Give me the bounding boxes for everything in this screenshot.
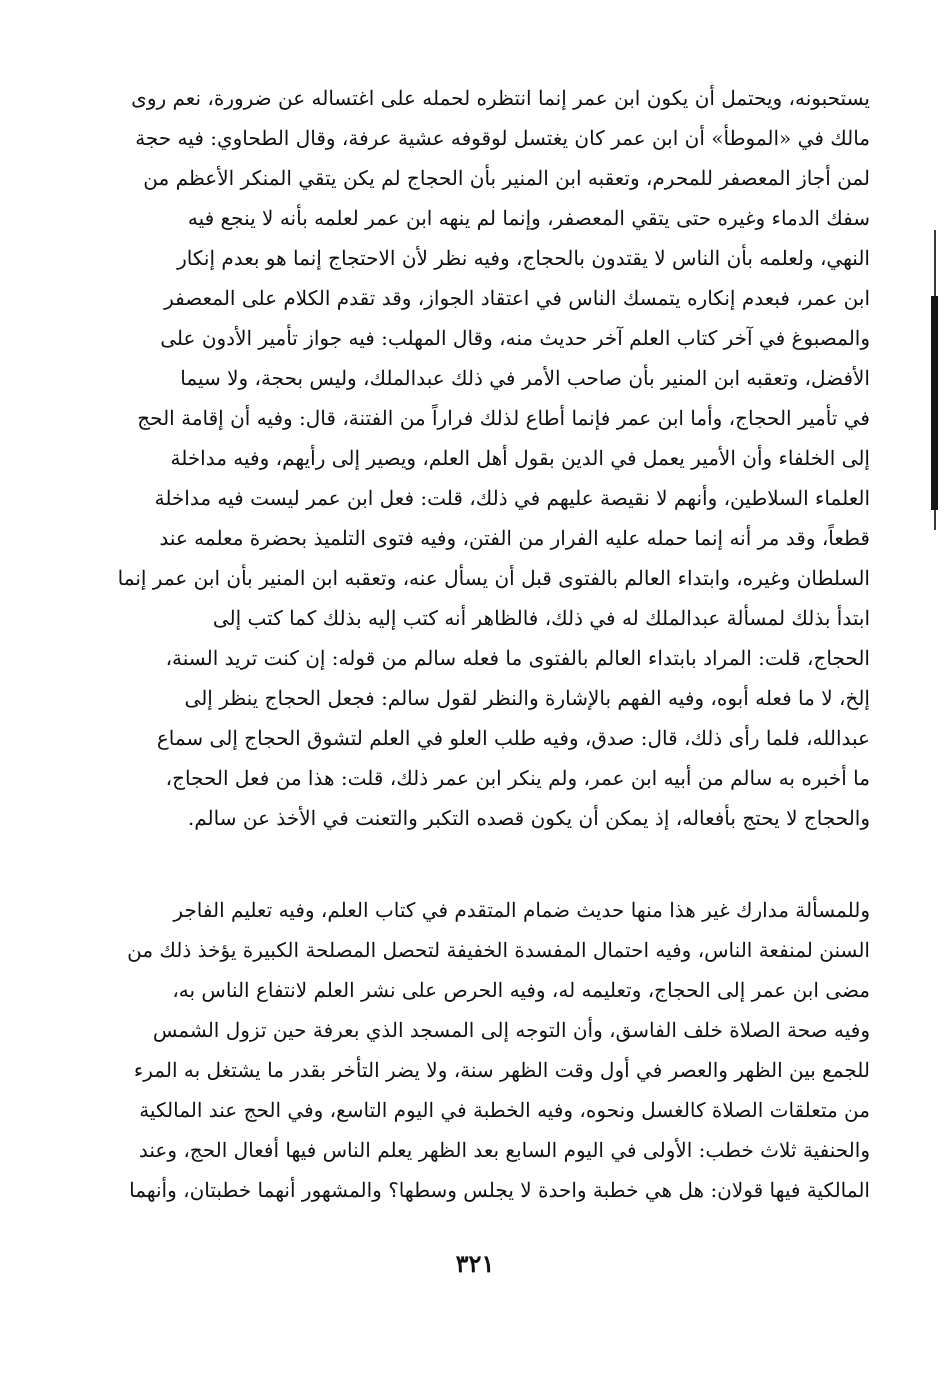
text-line: السنن لمنفعة الناس، وفيه احتمال المفسدة الخفيفة لتحصل المصلحة الكبيرة يؤخذ ذلك من: [127, 938, 870, 962]
text-line: سفك الدماء وغيره حتى يتقي المعصفر، وإنما لم ينهه ابن عمر لعلمه بأنه لا ينجع فيه: [187, 206, 870, 230]
text-line: والمصبوغ في آخر كتاب العلم آخر حديث منه، وقال المهلب: فيه جواز تأمير الأدون على: [160, 326, 870, 350]
text-line: مضى ابن عمر إلى الحجاج، وتعليمه له، وفيه الحرص على نشر العلم لانتفاع الناس به،: [172, 978, 870, 1002]
text-line: النهي، ولعلمه بأن الناس لا يقتدون بالحجاج، وفيه نظر لأن الاحتجاج إنما هو بعدم إنكار: [177, 246, 870, 270]
text-line: ما أخبره به سالم من أبيه ابن عمر، ولم ينكر ابن عمر ذلك، قلت: هذا من فعل الحجاج،: [165, 766, 870, 790]
page-number: ٣٢١: [455, 1249, 495, 1278]
text-line: إلخ، لا ما فعله أبوه، وفيه الفهم بالإشارة والنظر لقول سالم: فجعل الحجاج ينظر إلى: [184, 686, 870, 710]
text-line: عبدالله، فلما رأى ذلك، قال: صدق، وفيه طلب العلو في العلم لتشوق الحجاج إلى سماع: [156, 726, 870, 750]
text-line: إلى الخلفاء وأن الأمير يعمل في الدين بقول أهل العلم، ويصير إلى رأيهم، وفيه مداخلة: [170, 446, 870, 470]
text-line: الأفضل، وتعقبه ابن المنير بأن صاحب الأمر في ذلك عبدالملك، وليس بحجة، ولا سيما: [180, 366, 870, 390]
text-line: ابتدأ بذلك لمسألة عبدالملك له في ذلك، فالظاهر أنه كتب إليه بذلك كما كتب إلى: [212, 606, 870, 630]
paragraph-1: [98, 78, 870, 838]
text-line: المالكية فيها قولان: هل هي خطبة واحدة لا يجلس وسطها؟ والمشهور أنهما خطبتان، وأنهما: [129, 1178, 870, 1202]
text-line: ابن عمر، فبعدم إنكاره يتمسك الناس في اعتقاد الجواز، وقد تقدم الكلام على المعصفر: [164, 286, 870, 310]
text-line: مالك في «الموطأ» أن ابن عمر كان يغتسل لوقوفه عشية عرفة، وقال الطحاوي: فيه حجة: [135, 126, 870, 150]
text-line: والحنفية ثلاث خطب: الأولى في اليوم السابع بعد الظهر يعلم الناس فيها أفعال الحج، وعند: [138, 1138, 870, 1162]
text-line: العلماء السلاطين، وأنهم لا نقيصة عليهم في ذلك، قلت: فعل ابن عمر ليست فيه مداخلة: [154, 486, 870, 510]
text-line: لمن أجاز المعصفر للمحرم، وتعقبه ابن المنير بأن الحجاج لم يكن يتقي المنكر الأعظم من: [143, 166, 870, 190]
text-line: وفيه صحة الصلاة خلف الفاسق، وأن التوجه إلى المسجد الذي بعرفة حين تزول الشمس: [152, 1018, 870, 1042]
text-line: في تأمير الحجاج، وأما ابن عمر فإنما أطاع لذلك فراراً من الفتنة، قال: وفيه أن إقامة الحج: [137, 406, 870, 430]
text-line: قطعاً، وقد مر أنه إنما حمله عليه الفرار من الفتن، وفيه فتوى التلميذ بحضرة معلمه عند: [159, 526, 870, 550]
text-line: الحجاج، قلت: المراد بابتداء العالم بالفتوى ما فعله سالم من قوله: إن كنت تريد السنة،: [165, 646, 870, 670]
margin-bar: [931, 296, 938, 510]
text-line: يستحبونه، ويحتمل أن يكون ابن عمر إنما انتظره لحمله على اغتساله عن ضرورة، نعم روى: [131, 86, 870, 110]
text-line: والحجاج لا يحتج بأفعاله، إذ يمكن أن يكون قصده التكبر والتعنت في الأخذ عن سالم.: [187, 806, 870, 830]
text-line: للجمع بين الظهر والعصر في أول وقت الظهر سنة، ولا يضر التأخر بقدر ما يشتغل به المرء: [133, 1058, 870, 1082]
text-line: وللمسألة مدارك غير هذا منها حديث ضمام المتقدم في كتاب العلم، وفيه تعليم الفاجر: [173, 898, 870, 922]
text-line: السلطان وغيره، وابتداء العالم بالفتوى قبل أن يسأل عنه، وتعقبه ابن المنير بأن ابن عمر إنما: [117, 566, 870, 590]
paragraph-2: [98, 890, 870, 1210]
text-line: من متعلقات الصلاة كالغسل ونحوه، وفيه الخطبة في اليوم التاسع، وفي الحج عند المالكية: [139, 1098, 870, 1122]
